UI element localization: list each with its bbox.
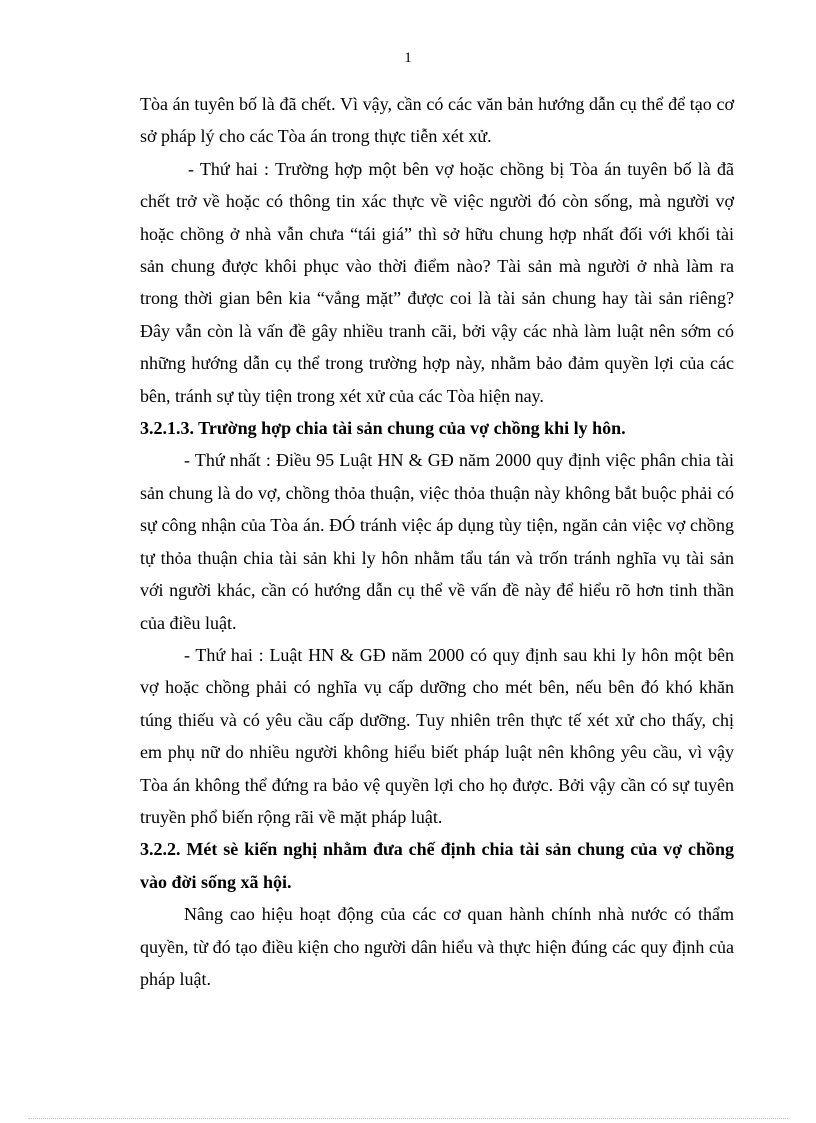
paragraph-first-point-article-95: - Thứ nhất : Điều 95 Luật HN & GĐ năm 2000 quy định việc phân chia tài sản chung là do vợ, chồng thỏa thuận, việc thỏa thuận này không bắt buộc phải có sự công nhận của Tòa án. ĐÓ tránh việc áp dụng tùy tiện, ngăn cản việc vợ chồng tự thỏa thuận chia tài sản khi ly hôn nhằm tẩu tán và trốn tránh nghĩa vụ tài sản với người khác, cần có hướng dẫn cụ thể về vấn đề này để hiểu rõ hơn tinh thần của điều luật. xyxy=(140,450,734,633)
document-body xyxy=(140,88,734,995)
paragraph-second-point-death-return: - Thứ hai : Trường hợp một bên vợ hoặc chồng bị Tòa án tuyên bố là đã chết trở về hoặc có thông tin xác thực về việc người đó còn sống, mà người vợ hoặc chồng ở nhà vẫn chưa “tái giá” thì sở hữu chung hợp nhất đối với khối tài sản chung được khôi phục vào thời điểm nào? Tài sản mà người ở nhà làm ra trong thời gian bên kia “vắng mặt” được coi là tài sản chung hay tài sản riêng? Đây vẫn còn là vấn đề gây nhiều tranh cãi, bởi vậy các nhà làm luật nên sớm có những hướng dẫn cụ thể trong trường hợp này, nhằm bảo đảm quyền lợi của các bên, tránh sự tùy tiện trong xét xử của các Tòa hiện nay. xyxy=(140,158,734,406)
paragraph-continuation: Tòa án tuyên bố là đã chết. Vì vậy, cần có các văn bản hướng dẫn cụ thể để tạo cơ sở pháp lý cho các Tòa án trong thực tiễn xét xử. xyxy=(140,94,734,147)
section-heading-3-2-1-3: 3.2.1.3. Trường hợp chia tài sản chung của vợ chồng khi ly hôn. xyxy=(140,418,626,439)
section-heading-3-2-2: 3.2.2. Mét sè kiến nghị nhằm đưa chế định chia tài sản chung của vợ chồng vào đời sống xã hội. xyxy=(140,839,734,892)
paragraph-recommendation: Nâng cao hiệu hoạt động của các cơ quan hành chính nhà nước có thẩm quyền, từ đó tạo điều kiện cho người dân hiểu và thực hiện đúng các quy định của pháp luật. xyxy=(140,904,734,989)
paragraph-second-point-alimony: - Thứ hai : Luật HN & GĐ năm 2000 có quy định sau khi ly hôn một bên vợ hoặc chồng phải có nghĩa vụ cấp dưỡng cho mét bên, nếu bên đó khó khăn túng thiếu và có yêu cầu cấp dưỡng. Tuy nhiên trên thực tế xét xử cho thấy, chị em phụ nữ do nhiều người không hiểu biết pháp luật nên không yêu cầu, vì vậy Tòa án không thể đứng ra bảo vệ quyền lợi cho họ được. Bởi vậy cần có sự tuyên truyền phổ biến rộng rãi về mặt pháp luật. xyxy=(140,644,734,827)
page-number: 1 xyxy=(404,50,412,66)
page-bottom-divider xyxy=(28,1118,788,1119)
